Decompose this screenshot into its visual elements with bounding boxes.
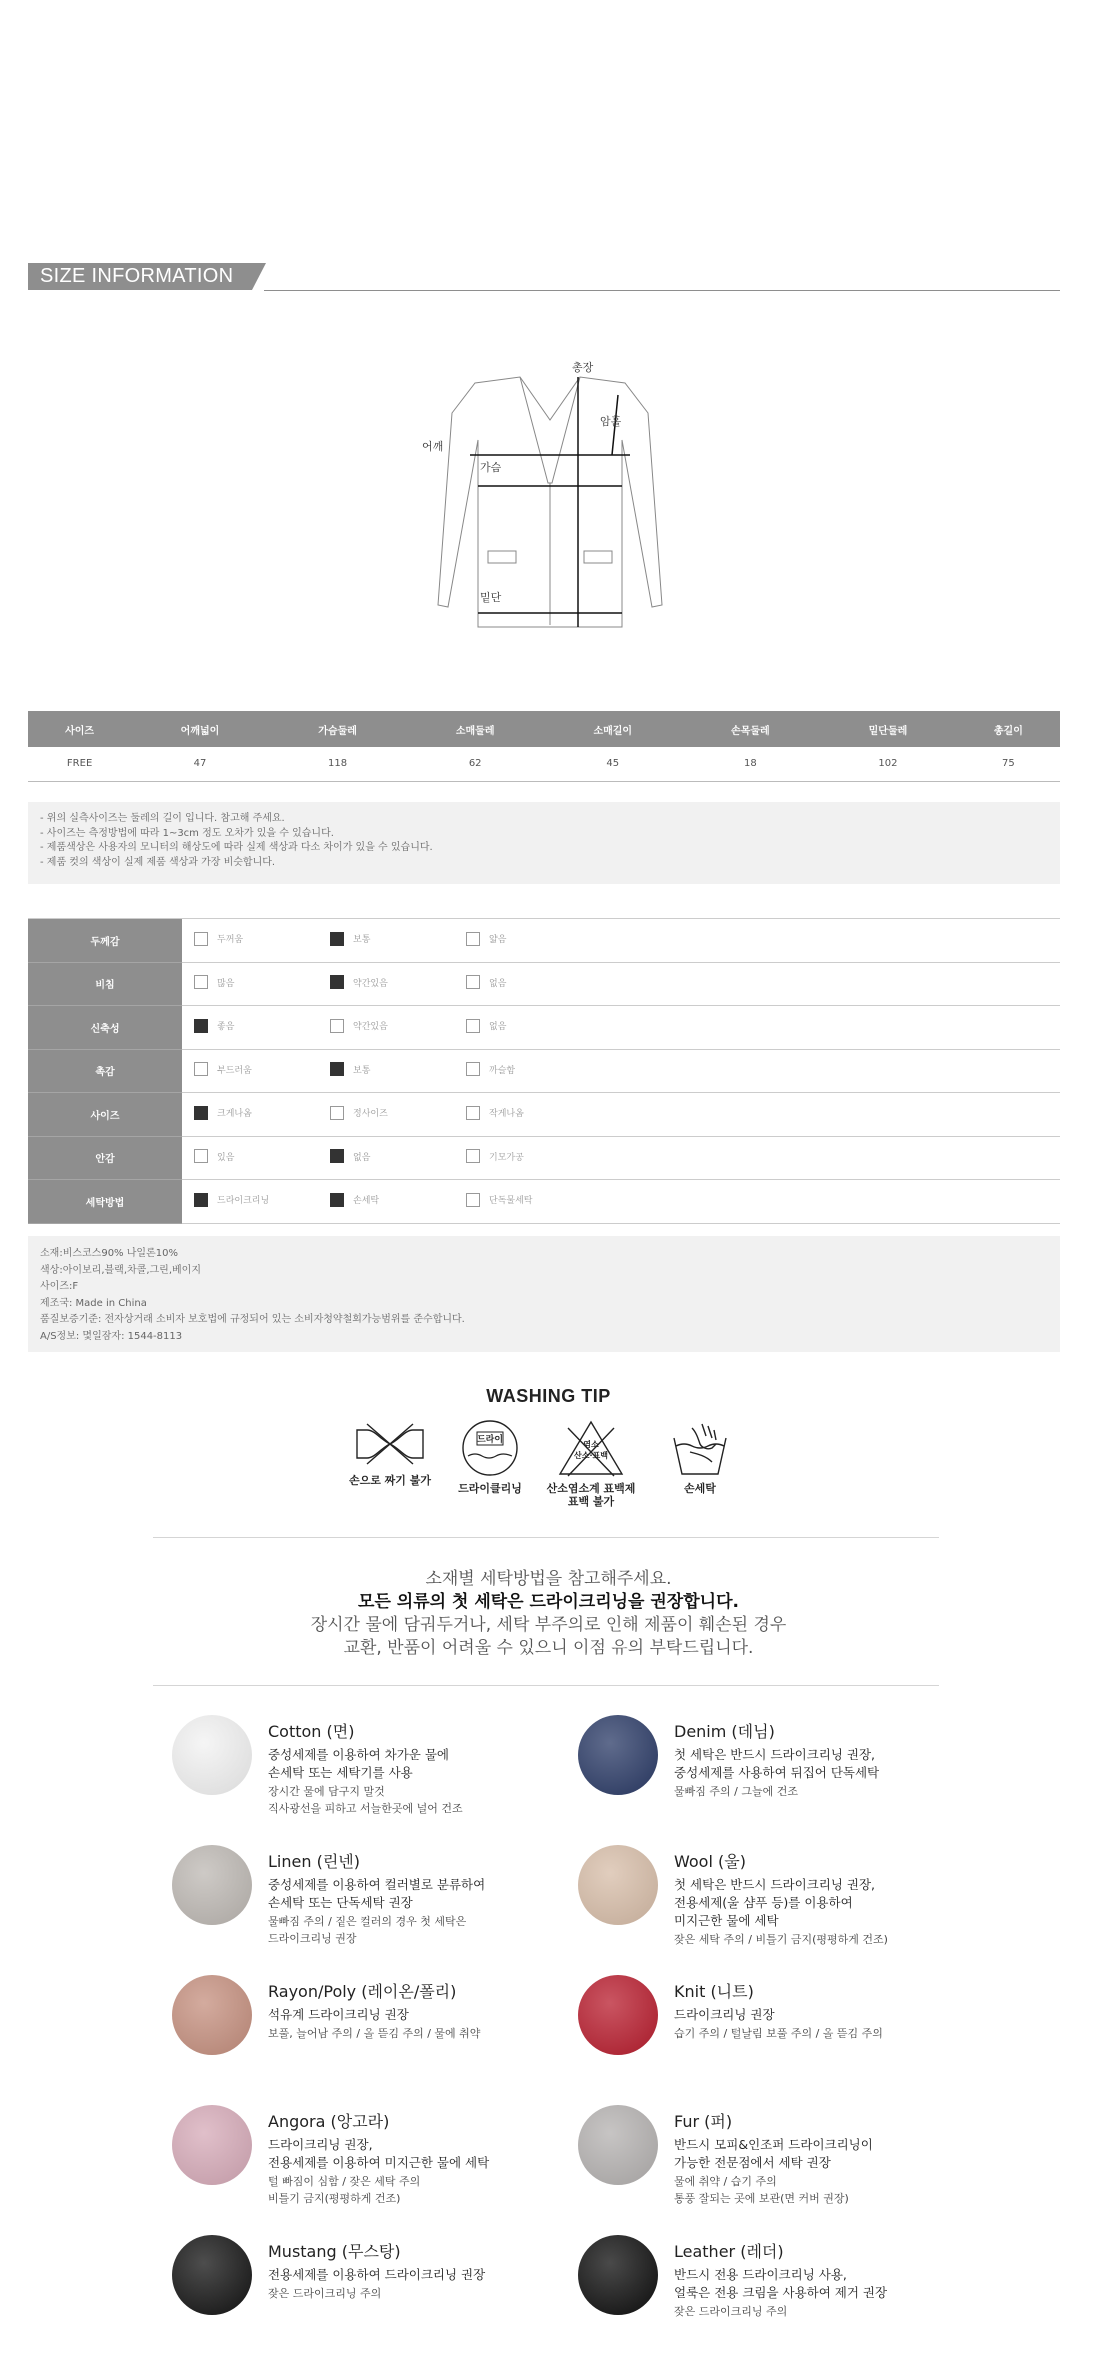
fabric-swatch [172,2105,252,2185]
fabric-care-note: 통풍 잘되는 곳에 보관(면 커버 권장) [674,2192,849,2205]
feel-option-label: 정사이즈 [353,1109,388,1120]
feel-option-label: 없음 [489,978,507,989]
feel-option [330,1062,466,1076]
fabric-item [172,2235,592,2345]
fabric-care-main: 반드시 모피&인조퍼 드라이크리닝이 [674,2137,873,2152]
fabric-name: Leather (레더) [674,2242,784,2261]
dry-clean-icon [460,1418,520,1478]
note-line: - 사이즈는 측정방법에 따라 1~3cm 정도 오차가 있을 수 있습니다. [40,827,334,839]
feel-option-label: 기모가공 [489,1152,524,1163]
fabric-care-note: 보풀, 늘어남 주의 / 올 뜯김 주의 / 물에 취약 [268,2027,481,2040]
info-line: 사이즈:F [40,1281,79,1292]
fabric-care-main: 드라이크리닝 권장 [674,2007,775,2022]
unchecked-box-icon [466,932,480,946]
washing-message-line: 교환, 반품이 어려울 수 있으니 이점 유의 부탁드립니다. [343,1638,754,1658]
feel-option [466,1019,602,1033]
washing-tip-title: WASHING TIP [486,1386,611,1406]
fabric-care-note: 잦은 드라이크리닝 주의 [674,2305,788,2318]
feel-option [330,1019,466,1033]
table-cell: 102 [819,747,957,781]
fabric-text [674,1719,1004,1799]
feel-option-label: 작게나옴 [489,1109,524,1120]
fabric-text [268,1849,598,1946]
feel-option [194,1106,330,1120]
feel-option-label: 보통 [353,935,371,946]
fabric-name: Linen (린넨) [268,1852,360,1871]
fabric-swatch [172,2235,252,2315]
divider [153,1685,939,1686]
wash-item-no-bleach [531,1418,651,1508]
feel-option [330,1106,466,1120]
fabric-name: Fur (퍼) [674,2112,733,2131]
feel-row-label: 세탁방법 [28,1180,182,1224]
garment-diagram [400,355,700,645]
unchecked-box-icon [466,975,480,989]
checked-box-icon [330,932,344,946]
feel-option [466,1106,602,1120]
feel-option-label: 얇음 [489,935,507,946]
fabric-care-main: 중성세제를 이용하여 차가운 물에 [268,1747,449,1762]
cardigan-drawing [400,355,700,645]
fabric-care-main: 중성세제를 사용하여 뒤집어 단독세탁 [674,1765,880,1780]
fabric-care-main: 가능한 전문점에서 세탁 권장 [674,2155,831,2170]
feel-option-label: 있음 [217,1152,235,1163]
fabric-item [172,2105,592,2215]
feel-row-label: 촉감 [28,1049,182,1093]
fabric-swatch [578,1715,658,1795]
fabric-care-note: 털 빠짐이 심함 / 잦은 세탁 주의 [268,2175,421,2188]
fabric-swatch [578,2105,658,2185]
feel-option-label: 단독물세탁 [489,1196,533,1207]
table-cell: 62 [406,747,544,781]
feel-row-label: 비침 [28,962,182,1006]
feel-row [28,1136,1060,1180]
fabric-name: Rayon/Poly (레이온/폴리) [268,1982,457,2001]
product-info-notes [28,1236,1060,1352]
feel-row-label: 두께감 [28,919,182,963]
info-line: A/S정보: 몇일잠자: 1544-8113 [40,1330,183,1342]
unchecked-box-icon [466,1193,480,1207]
wash-label: 손세탁 [684,1482,716,1495]
unchecked-box-icon [194,975,208,989]
measurement-table [28,711,1060,782]
feel-options [182,962,1060,1006]
checked-box-icon [194,1193,208,1207]
fabric-item [578,1845,998,1955]
fabric-care-main: 드라이크리닝 권장, [268,2137,373,2152]
checked-box-icon [330,1149,344,1163]
unchecked-box-icon [330,1019,344,1033]
fabric-swatch [172,1845,252,1925]
unchecked-box-icon [466,1019,480,1033]
feel-option-label: 손세탁 [353,1196,380,1207]
fabric-text [268,1719,598,1816]
wash-label: 산소염소계 표백제 표백 불가 [546,1482,636,1508]
wash-label: 드라이클리닝 [458,1482,522,1495]
fabric-care-note: 물에 취약 / 습기 주의 [674,2175,777,2188]
washing-message [0,1568,1097,1660]
feel-option-label: 약간있음 [353,978,388,989]
table-cell: 47 [131,747,269,781]
fabric-text [268,2109,598,2206]
size-info-rule [264,290,1060,291]
table-cell: FREE [28,747,131,781]
feel-option [194,932,330,946]
no-wring-icon [353,1418,427,1470]
fabric-item [172,1715,592,1825]
feel-options [182,1136,1060,1180]
fabric-swatch [172,1715,252,1795]
checked-box-icon [194,1106,208,1120]
feel-option [330,932,466,946]
fabric-care-note: 습기 주의 / 털날림 보풀 주의 / 올 뜯김 주의 [674,2027,883,2040]
size-notes [28,802,1060,884]
feel-option-label: 약간있음 [353,1022,388,1033]
feel-option-label: 없음 [489,1022,507,1033]
fabric-swatch [172,1975,252,2055]
info-line: 소재:비스코스90% 나일론10% [40,1248,178,1259]
feel-option [330,1149,466,1163]
feel-option-label: 크게나옴 [217,1109,252,1120]
feel-row [28,962,1060,1006]
measurement-header: 총길이 [957,711,1060,747]
feel-option-label: 부드러움 [217,1065,252,1076]
feel-option [330,1193,466,1207]
fabric-item [578,2105,998,2215]
unchecked-box-icon [194,1062,208,1076]
fabric-care-note: 비틀기 금지(평평하게 건조) [268,2192,401,2205]
no-bleach-icon [556,1418,626,1478]
feel-option-label: 보통 [353,1065,371,1076]
fabric-care-main: 반드시 전용 드라이크리닝 사용, [674,2267,847,2282]
info-line: 품질보증기준: 전자상거래 소비자 보호법에 규정되어 있는 소비자청약철회가능범위를 준수합니다. [40,1314,465,1325]
feel-option-label: 좋음 [217,1022,235,1033]
washing-message-line: 소재별 세탁방법을 참고해주세요. [425,1569,672,1589]
diagram-label-length: 총장 [572,361,594,374]
size-info-title: SIZE INFORMATION [28,263,252,290]
feel-options [182,919,1060,963]
feel-option [194,1062,330,1076]
diagram-label-armhole: 암홀 [600,415,622,428]
feel-option-label: 없음 [353,1152,371,1163]
measurement-header-row [28,711,1060,747]
feel-option [194,1019,330,1033]
feel-option [194,975,330,989]
info-line: 색상:아이보리,블랙,차콜,그린,베이지 [40,1264,201,1276]
measurement-header: 소매둘레 [406,711,544,747]
feel-row-label: 신축성 [28,1006,182,1050]
feel-option-label: 드라이크리닝 [217,1196,270,1207]
feel-row-label: 안감 [28,1136,182,1180]
measurement-header: 사이즈 [28,711,131,747]
unchecked-box-icon [466,1062,480,1076]
fabric-name: Knit (니트) [674,1982,754,2001]
fabric-name: Denim (데님) [674,1722,775,1741]
divider [153,1537,939,1538]
fabric-item [172,1975,592,2085]
note-line: - 위의 실측사이즈는 둘레의 길이 입니다. 참고해 주세요. [40,813,285,824]
feel-option-label: 두꺼움 [217,935,244,946]
diagram-label-shoulder: 어깨 [422,440,444,453]
feel-row [28,1180,1060,1224]
feel-option [466,1193,602,1207]
feel-row [28,1006,1060,1050]
fabric-care-main: 전용세제를 이용하여 드라이크리닝 권장 [268,2267,486,2282]
feel-option-label: 까슬함 [489,1065,516,1076]
feel-option [466,1062,602,1076]
unchecked-box-icon [466,1106,480,1120]
table-cell: 18 [682,747,820,781]
fabric-care-main: 전용세제(울 샴푸 등)를 이용하여 [674,1895,853,1910]
fabric-swatch [578,1845,658,1925]
feel-row [28,919,1060,963]
hand-wash-icon [668,1418,732,1478]
fabric-care-main: 중성세제를 이용하여 컬러별로 분류하여 [268,1877,486,1892]
feel-option [330,975,466,989]
fabric-text [268,1979,598,2041]
fabric-text [674,1979,1004,2041]
bleach-inner-text-2: 산소·표백 [574,1451,608,1460]
feel-row-label: 사이즈 [28,1093,182,1137]
fabric-care-note: 잦은 드라이크리닝 주의 [268,2287,382,2300]
fabric-name: Angora (앙고라) [268,2112,390,2131]
fabric-care-note: 잦은 세탁 주의 / 비틀기 금지(평평하게 건조) [674,1933,888,1946]
unchecked-box-icon [330,1106,344,1120]
unchecked-box-icon [466,1149,480,1163]
fabric-care-main: 얼룩은 전용 크림을 사용하여 제거 권장 [674,2285,888,2300]
fabric-care-main: 전용세제를 이용하여 미지근한 물에 세탁 [268,2155,490,2170]
measurement-header: 어깨넓이 [131,711,269,747]
fabric-name: Cotton (면) [268,1722,355,1741]
fabric-item [578,1715,998,1825]
washing-message-line: 장시간 물에 담궈두거나, 세탁 부주의로 인해 제품이 훼손된 경우 [310,1615,787,1635]
fabric-care-main: 첫 세탁은 반드시 드라이크리닝 권장, [674,1877,875,1892]
wash-item-hand-wash [640,1418,760,1495]
table-cell: 45 [544,747,682,781]
measurement-header: 가슴둘레 [269,711,407,747]
checked-box-icon [330,1062,344,1076]
feel-row [28,1093,1060,1137]
diagram-label-hem: 밑단 [480,591,502,604]
feel-options [182,1180,1060,1224]
measurement-header: 손목둘레 [682,711,820,747]
note-line: - 제품색상은 사용자의 모니터의 해상도에 따라 실제 색상과 다소 차이가 있을 수 있습니다. [40,842,433,853]
fabric-text [674,2239,1004,2319]
fabric-swatch [578,1975,658,2055]
fabric-care-note: 직사광선을 피하고 서늘한곳에 널어 건조 [268,1802,463,1815]
fabric-item [578,2235,998,2345]
feel-options [182,1093,1060,1137]
fabric-care-note: 물빠짐 주의 / 짙은 컬러의 경우 첫 세탁은 [268,1915,467,1928]
size-info-header [28,263,1060,293]
unchecked-box-icon [194,1149,208,1163]
fabric-care-main: 손세탁 또는 단독세탁 권장 [268,1895,413,1910]
measurement-header: 소매길이 [544,711,682,747]
note-line: - 제품 컷의 색상이 실제 제품 색상과 가장 비슷합니다. [40,856,276,868]
fabric-swatch [578,2235,658,2315]
wash-label: 손으로 짜기 불가 [348,1474,432,1487]
fabric-care-note: 물빠짐 주의 / 그늘에 건조 [674,1785,798,1798]
size-info-tab-slant [252,263,266,290]
bleach-inner-text-1: 염소 [583,1440,599,1449]
feel-option [466,932,602,946]
unchecked-box-icon [194,932,208,946]
fabric-care-main: 석유계 드라이크리닝 권장 [268,2007,409,2022]
fabric-care-main: 미지근한 물에 세탁 [674,1913,779,1928]
feel-options [182,1049,1060,1093]
washing-message-emphasis: 모든 의류의 첫 세탁은 드라이크리닝을 권장합니다. [358,1592,739,1612]
fabric-name: Wool (울) [674,1852,746,1871]
fabric-text [268,2239,598,2301]
fabric-care-main: 손세탁 또는 세탁기를 사용 [268,1765,413,1780]
checked-box-icon [330,1193,344,1207]
feel-option [466,975,602,989]
feel-option [466,1149,602,1163]
dry-clean-inner-text: 드라이 [476,1435,504,1445]
fabric-feel-table [28,918,1060,1224]
diagram-label-chest: 가슴 [480,461,502,474]
table-cell: 75 [957,747,1060,781]
info-line: 제조국: Made in China [40,1297,147,1309]
fabric-item [172,1845,592,1955]
table-cell: 118 [269,747,407,781]
fabric-item [578,1975,998,2085]
feel-option-label: 많음 [217,978,235,989]
feel-row [28,1049,1060,1093]
feel-option [194,1149,330,1163]
fabric-name: Mustang (무스탕) [268,2242,401,2261]
fabric-text [674,1849,1004,1947]
measurement-header: 밑단둘레 [819,711,957,747]
checked-box-icon [330,975,344,989]
fabric-care-note: 드라이크리닝 권장 [268,1932,357,1945]
fabric-text [674,2109,1004,2206]
table-row [28,747,1060,781]
fabric-care-main: 첫 세탁은 반드시 드라이크리닝 권장, [674,1747,875,1762]
feel-options [182,1006,1060,1050]
checked-box-icon [194,1019,208,1033]
fabric-care-note: 장시간 물에 담구지 말것 [268,1785,385,1798]
feel-option [194,1193,330,1207]
